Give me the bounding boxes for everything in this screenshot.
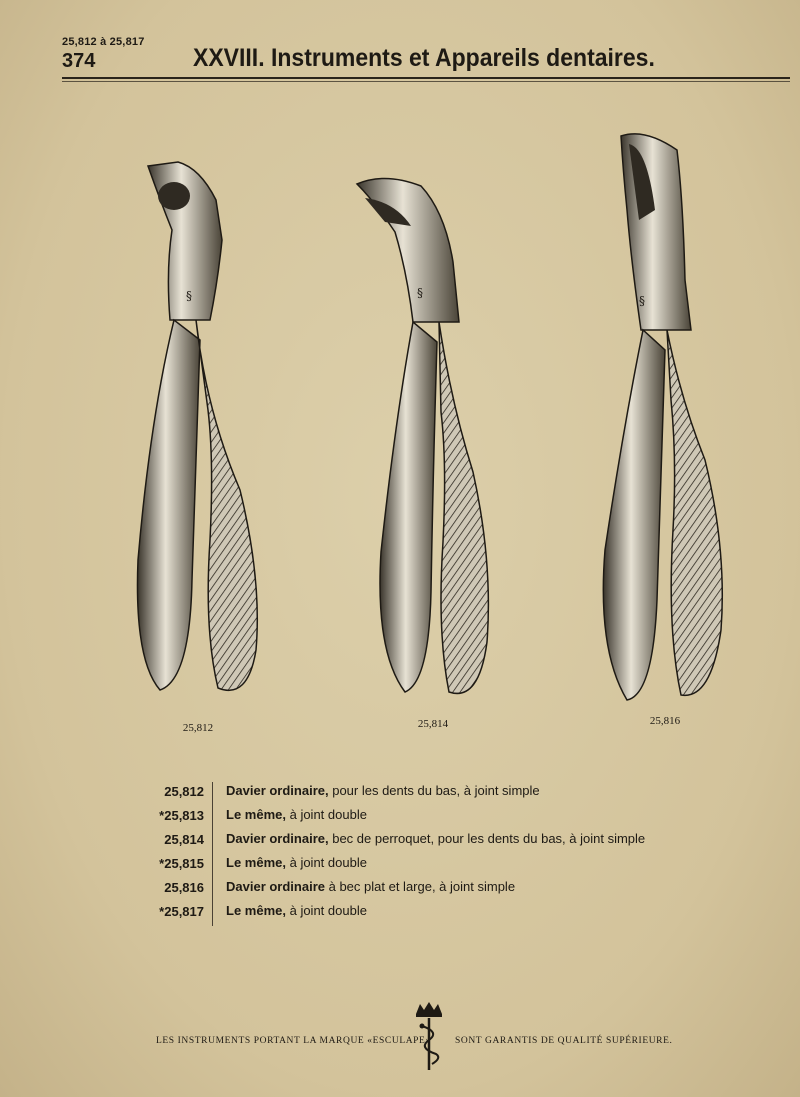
header-rule-thin	[62, 81, 790, 82]
svg-text:§: §	[417, 286, 423, 300]
item-description	[226, 807, 367, 822]
footer-left-text: LES INSTRUMENTS PORTANT LA MARQUE «ESCULAPE»	[156, 1036, 431, 1046]
figure-caption-2: 25,814	[417, 718, 449, 730]
item-details: à joint double	[285, 855, 367, 870]
item-description	[226, 879, 515, 894]
item-name: Le même,	[226, 807, 286, 822]
list-item	[120, 852, 720, 876]
forceps-illustration-25814	[355, 172, 505, 717]
item-number: 25,816	[164, 880, 204, 895]
item-number: *25,817	[159, 904, 204, 919]
item-number: *25,815	[159, 856, 204, 871]
esculape-emblem-icon	[412, 1000, 446, 1077]
list-item	[120, 804, 720, 828]
item-details: à bec plat et large, à joint simple	[325, 879, 516, 894]
item-number: 25,814	[164, 832, 204, 847]
figure-caption-3: 25,816	[649, 715, 681, 727]
item-details: bec de perroquet, pour les dents du bas, à joint simple	[328, 831, 646, 846]
forceps-illustration-25812	[130, 160, 270, 720]
header-rule	[62, 77, 790, 79]
item-name: Davier ordinaire	[226, 879, 325, 894]
item-list	[120, 780, 720, 924]
svg-text:§: §	[639, 294, 645, 308]
item-details: à joint double	[285, 807, 367, 822]
list-item	[120, 876, 720, 900]
item-description	[226, 855, 367, 870]
item-number: 25,812	[164, 784, 204, 799]
list-item	[120, 780, 720, 804]
item-description	[226, 783, 540, 798]
item-range: 25,812 à 25,817	[62, 36, 145, 48]
item-name: Le même,	[226, 855, 286, 870]
list-item	[120, 900, 720, 924]
footer-right-text: SONT GARANTIS DE QUALITÉ SUPÉRIEURE.	[455, 1036, 673, 1046]
item-description	[226, 831, 645, 846]
page-title: XXVIII. Instruments et Appareils dentaires.	[193, 44, 655, 72]
svg-text:§: §	[186, 289, 192, 303]
forceps-illustration-25816	[595, 130, 730, 715]
item-details: à joint double	[285, 903, 367, 918]
list-item	[120, 828, 720, 852]
item-name: Davier ordinaire,	[226, 831, 329, 846]
item-name: Davier ordinaire,	[226, 783, 329, 798]
figure-caption-1: 25,812	[182, 722, 214, 734]
page-number: 374	[62, 50, 96, 72]
item-number: *25,813	[159, 808, 204, 823]
item-description	[226, 903, 367, 918]
item-details: pour les dents du bas, à joint simple	[328, 783, 540, 798]
item-name: Le même,	[226, 903, 286, 918]
